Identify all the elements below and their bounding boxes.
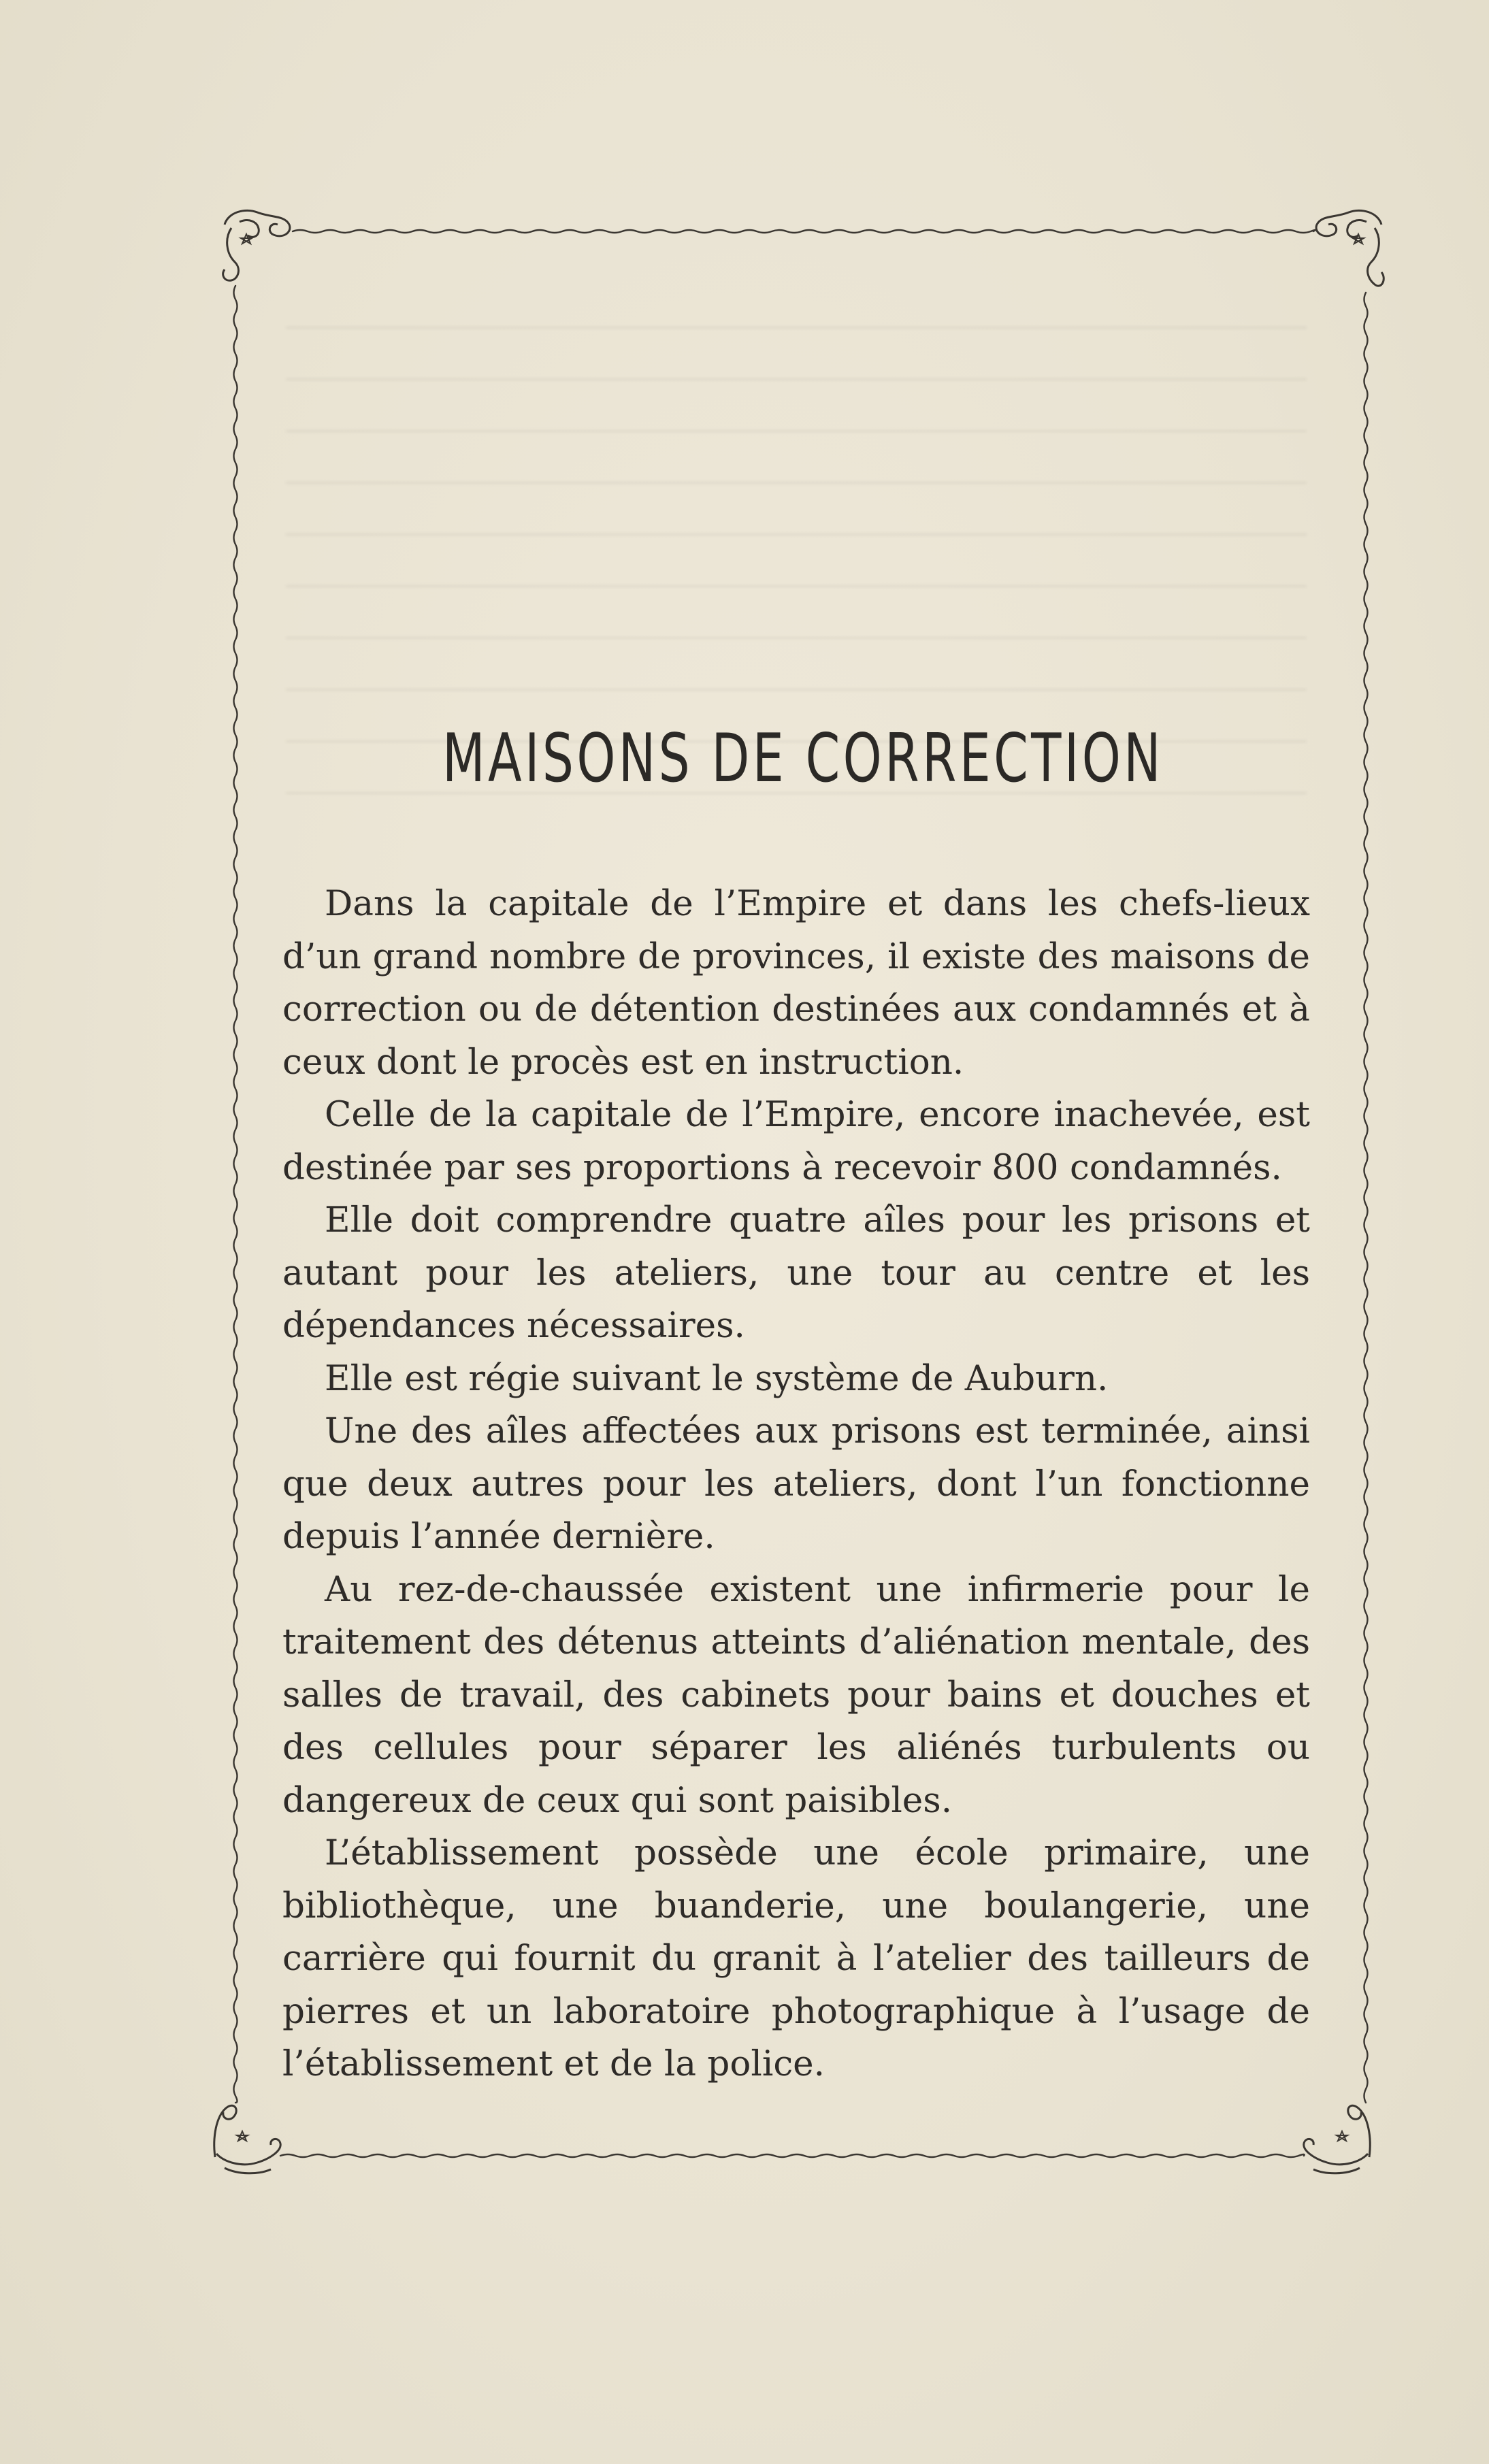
page-title: MAISONS DE CORRECTION [442,720,1164,798]
paragraph-6: Au rez-de-chaussée existent une infirmerie pour le traitement des détenus atteints d’aliénation mentale, des salles de travail, des cabinets pour bains et douches et des cellules pour séparer les aliénés turbulents ou dangereux de ceux qui sont paisibles. [282,1568,1310,1821]
paragraph-2: Celle de la capitale de l’Empire, encore inachevée, est destinée par ses proportions à recevoir 800 condamnés. [282,1094,1310,1188]
paragraph-5: Une des aîles affectées aux prisons est terminée, ainsi que deux autres pour les ateliers, dont l’un fonctionne depuis l’année dernière. [282,1411,1310,1557]
paragraph-3: Elle doit comprendre quatre aîles pour les prisons et autant pour les ateliers, une tour au centre et les dépendances nécessaires. [282,1200,1310,1346]
body-text [282,878,1310,2091]
corner-ornament-top-left [223,210,290,280]
corner-ornament-top-right [1316,210,1384,286]
corner-ornament-bottom-left [214,2105,280,2173]
top-wavy-rule [293,230,1315,233]
paragraph-1: Dans la capitale de l’Empire et dans les chefs-lieux d’un grand nombre de provinces, il existe des maisons de correction ou de détention destinées aux condamnés et à ceux dont le procès est en instruction. [282,883,1310,1083]
paragraph-4: Elle est régie suivant le système de Auburn. [325,1358,1109,1399]
bottom-wavy-rule [280,2154,1305,2157]
paragraph-7: L’établissement possède une école primaire, une bibliothèque, une buanderie, une boulangerie, une carrière qui fournit du granit à l’atelier des tailleurs de pierres et un laboratoire photographique à l’usage de l’établissement et de la police. [282,1833,1310,2084]
right-wavy-rule [1364,293,1368,2103]
left-wavy-rule [234,286,238,2103]
corner-ornament-bottom-right [1304,2105,1370,2173]
